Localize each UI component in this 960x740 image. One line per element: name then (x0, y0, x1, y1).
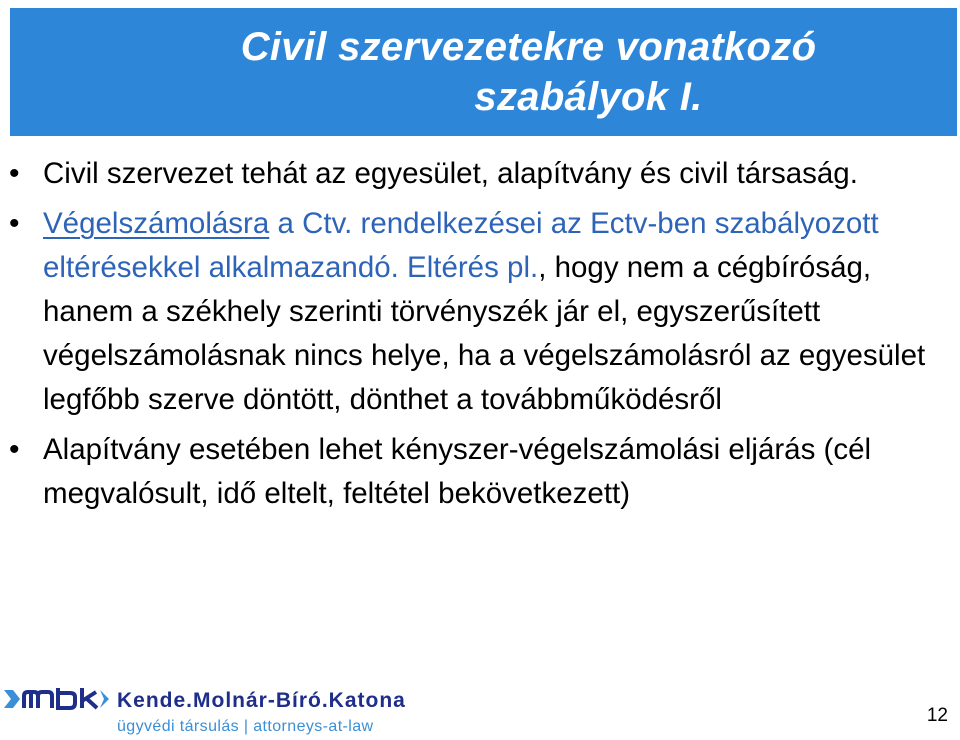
bullet-text-black: , hogy nem a cégbíróság, hanem a székhely szerinti törvényszék jár el, egyszerűsített végelszámolásnak nincs helye, ha a végelszámolásról az egyesület legfőbb szerve döntött, dönthet a továbbműködésről (43, 251, 926, 416)
firm-subtitle: ügyvédi társulás | attorneys-at-law (117, 718, 374, 735)
vegelszamolas-link[interactable]: Végelszámolásra (43, 207, 270, 240)
bullet-text: Civil szervezet tehát az egyesület, alapítvány és civil társaság. (43, 157, 858, 190)
bullet-item-1 (0, 152, 943, 196)
bullet-text: Alapítvány esetében lehet kényszer-végelszámolási eljárás (cél megvalósult, idő eltelt, feltétel bekövetkezett) (43, 433, 872, 510)
firm-name: Kende.Molnár-Bíró.Katona (117, 689, 406, 712)
bullet-dot-icon: • (9, 207, 20, 240)
page-number: 12 (926, 705, 948, 726)
bullet-dot-icon: • (9, 433, 20, 466)
bullet-item-3 (0, 428, 943, 516)
slide-title-line-1: Civil szervezetekre vonatkozó (240, 25, 817, 69)
bullet-text-blue: a Ctv. rendelkezései az Ectv-ben szabályozott eltérésekkel alkalmazandó. Eltérés pl. (43, 207, 879, 284)
bullet-dot-icon: • (9, 157, 20, 190)
bullet-item-2 (0, 202, 943, 422)
mbk-logo-icon (4, 686, 112, 714)
slide-title-bar (10, 8, 957, 136)
slide-title-line-2: szabályok I. (474, 75, 703, 119)
bullet-list (0, 150, 960, 516)
